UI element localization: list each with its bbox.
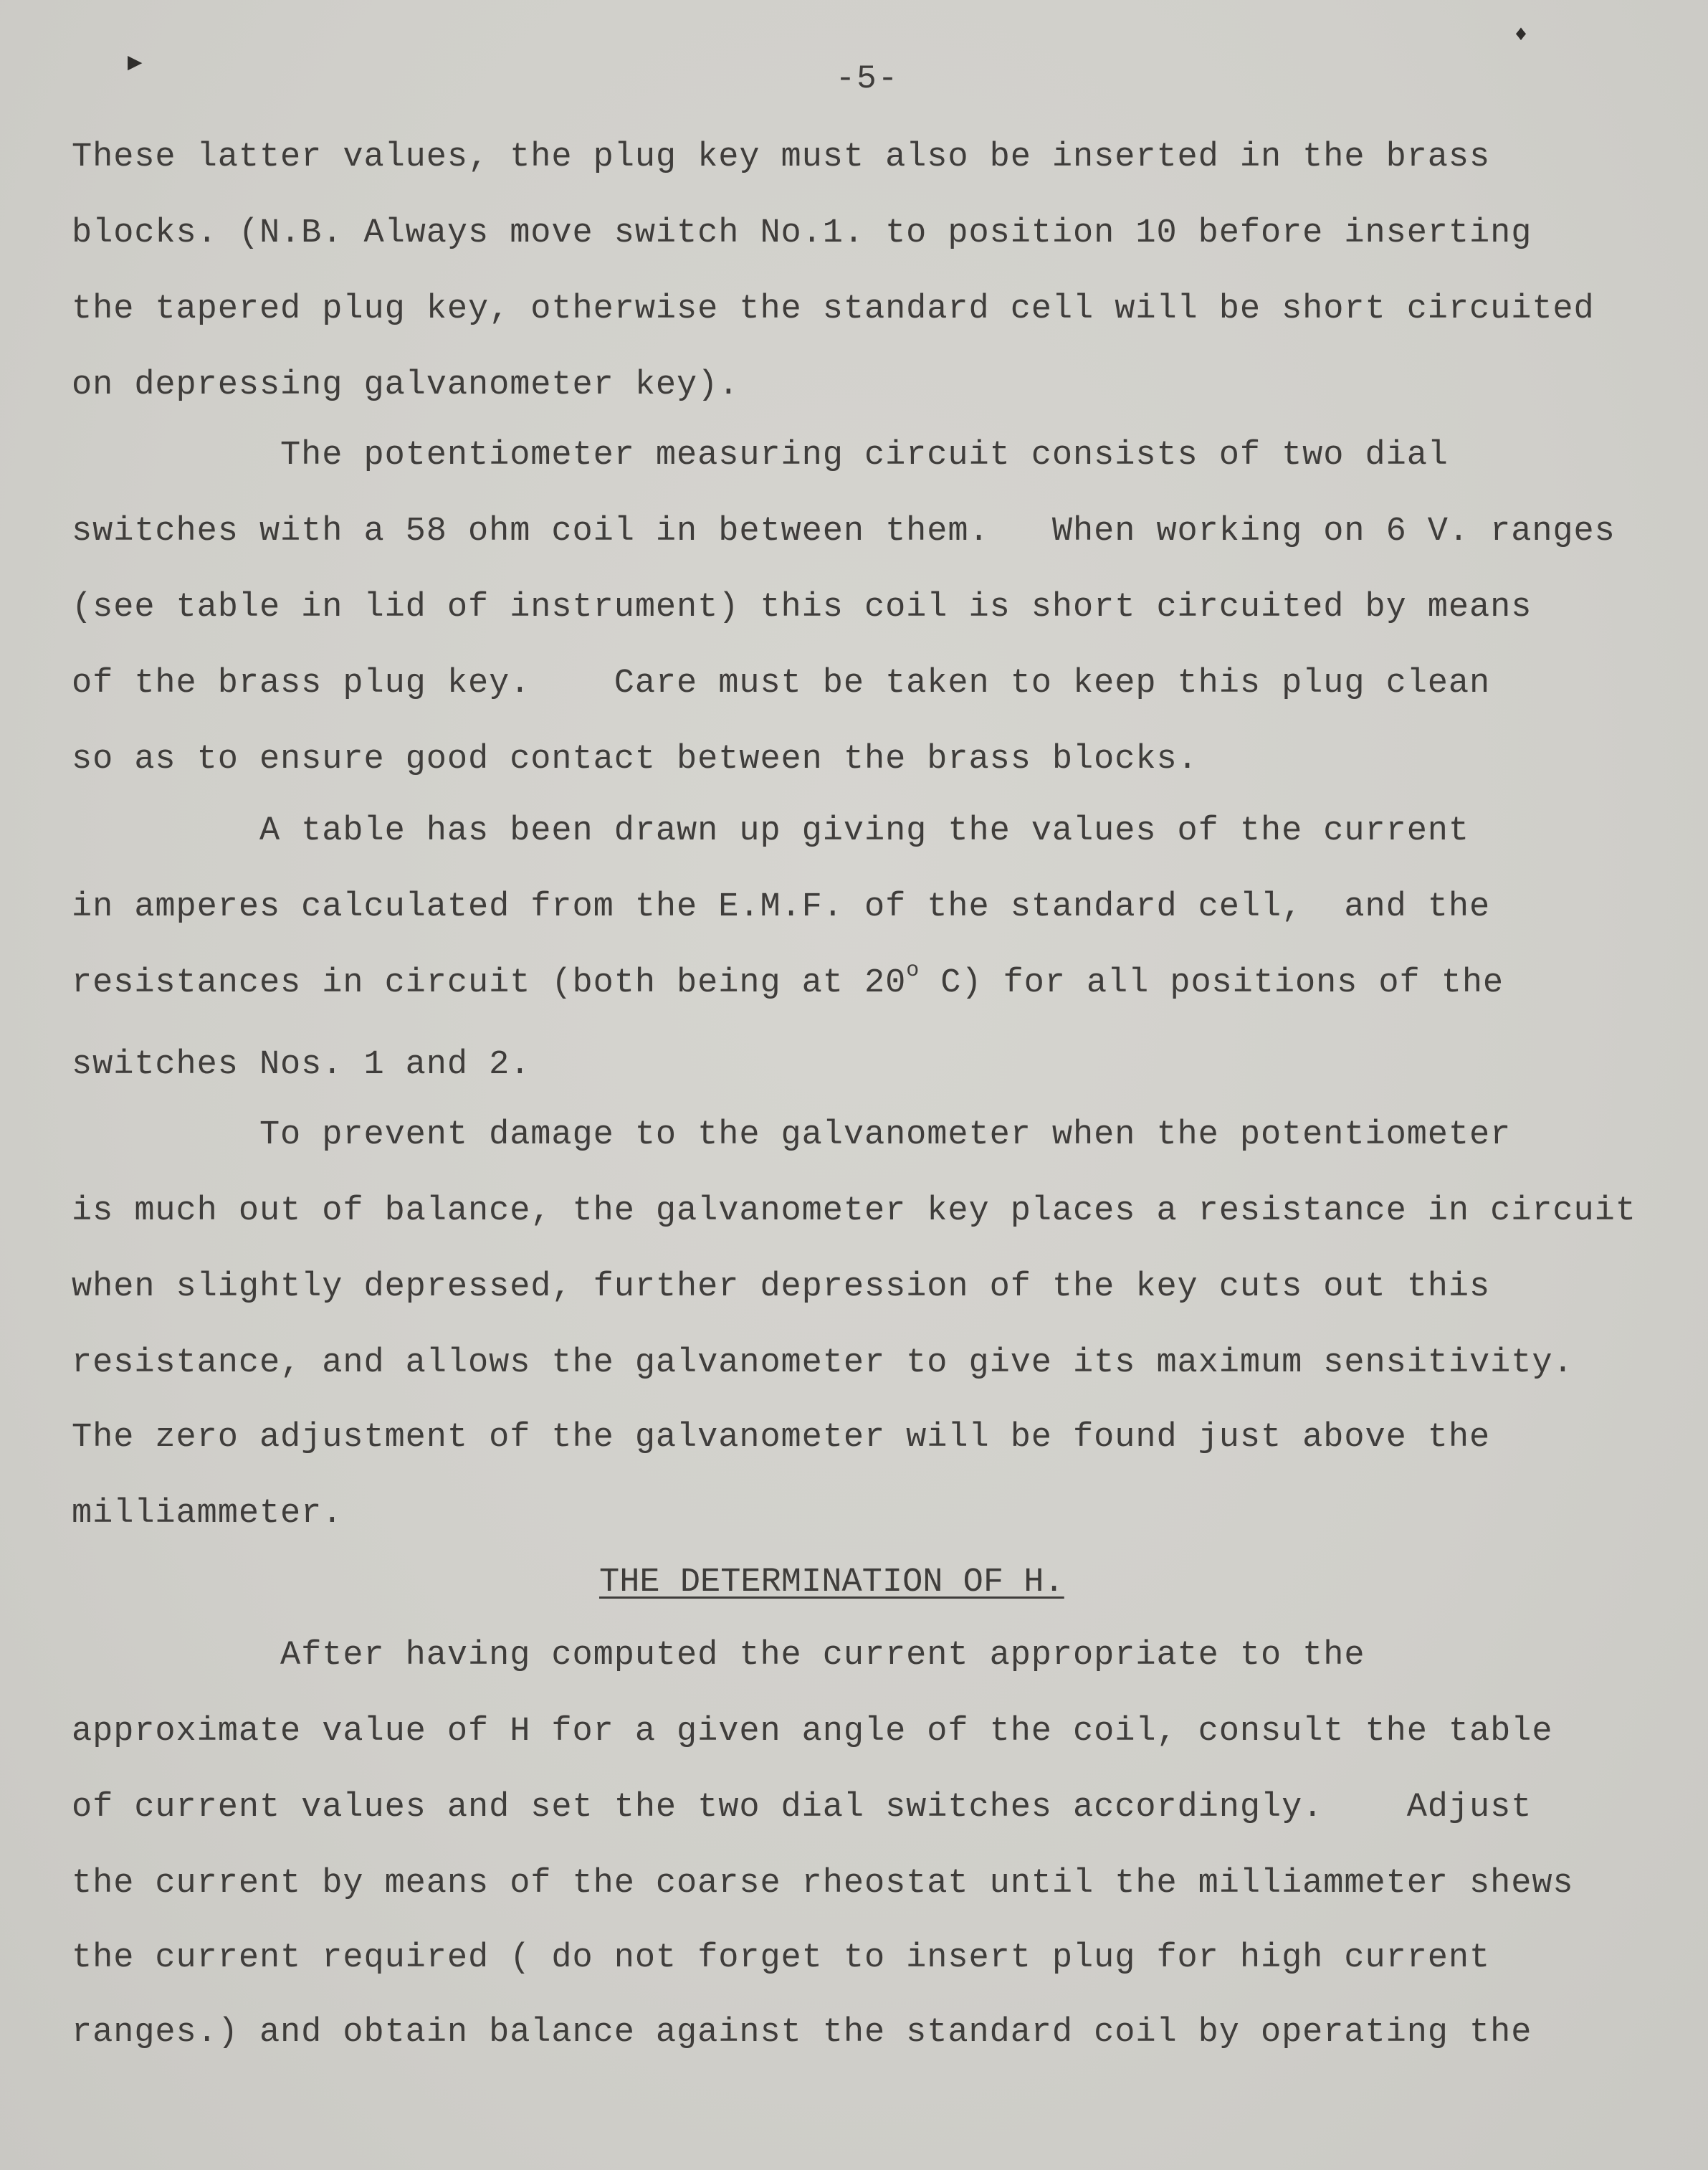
text-line: so as to ensure good contact between the brass blocks.: [72, 741, 1198, 779]
text-line: blocks. (N.B. Always move switch No.1. to position 10 before inserting: [72, 214, 1532, 252]
text-line: A table has been drawn up giving the values of the current: [72, 812, 1470, 850]
text-line: of the brass plug key. Care must be taken to keep this plug clean: [72, 665, 1491, 703]
text-line: (see table in lid of instrument) this coil is short circuited by means: [72, 589, 1532, 627]
text-line: The zero adjustment of the galvanometer will be found just above the: [72, 1419, 1491, 1457]
text-line: switches with a 58 ohm coil in between them. When working on 6 V. ranges: [72, 513, 1616, 551]
degree-superscript: o: [906, 958, 920, 983]
text-line: of current values and set the two dial switches accordingly. Adjust: [72, 1789, 1532, 1827]
text-line: These latter values, the plug key must also be inserted in the brass: [72, 138, 1491, 176]
page-number: -5-: [835, 60, 900, 97]
text-line: approximate value of H for a given angle of the coil, consult the table: [72, 1713, 1553, 1751]
text-line: the current by means of the coarse rheostat until the milliammeter shews: [72, 1865, 1574, 1903]
text-segment: resistances in circuit (both being at 20: [72, 964, 907, 1002]
text-segment: C) for all positions of the: [920, 964, 1504, 1002]
text-line: milliammeter.: [72, 1495, 343, 1533]
text-line: To prevent damage to the galvanometer when the potentiometer: [72, 1116, 1512, 1154]
text-line: After having computed the current appropriate to the: [72, 1637, 1365, 1675]
text-line: when slightly depressed, further depression of the key cuts out this: [72, 1268, 1491, 1306]
margin-mark-left: ▶: [128, 50, 143, 77]
text-line: resistance, and allows the galvanometer to give its maximum sensitivity.: [72, 1344, 1574, 1382]
text-line: [72, 958, 1504, 1005]
text-line: The potentiometer measuring circuit consists of two dial: [72, 437, 1449, 475]
text-line: in amperes calculated from the E.M.F. of the standard cell, and the: [72, 888, 1491, 926]
section-heading: THE DETERMINATION OF H.: [599, 1564, 1064, 1602]
margin-mark-right: ♦: [1514, 23, 1528, 47]
text-line: the current required ( do not forget to insert plug for high current: [72, 1939, 1491, 1977]
text-line: switches Nos. 1 and 2.: [72, 1046, 531, 1084]
text-line: on depressing galvanometer key).: [72, 366, 740, 404]
text-line: the tapered plug key, otherwise the standard cell will be short circuited: [72, 290, 1595, 328]
text-line: ranges.) and obtain balance against the standard coil by operating the: [72, 2014, 1532, 2052]
text-line: is much out of balance, the galvanometer key places a resistance in circuit: [72, 1192, 1636, 1230]
